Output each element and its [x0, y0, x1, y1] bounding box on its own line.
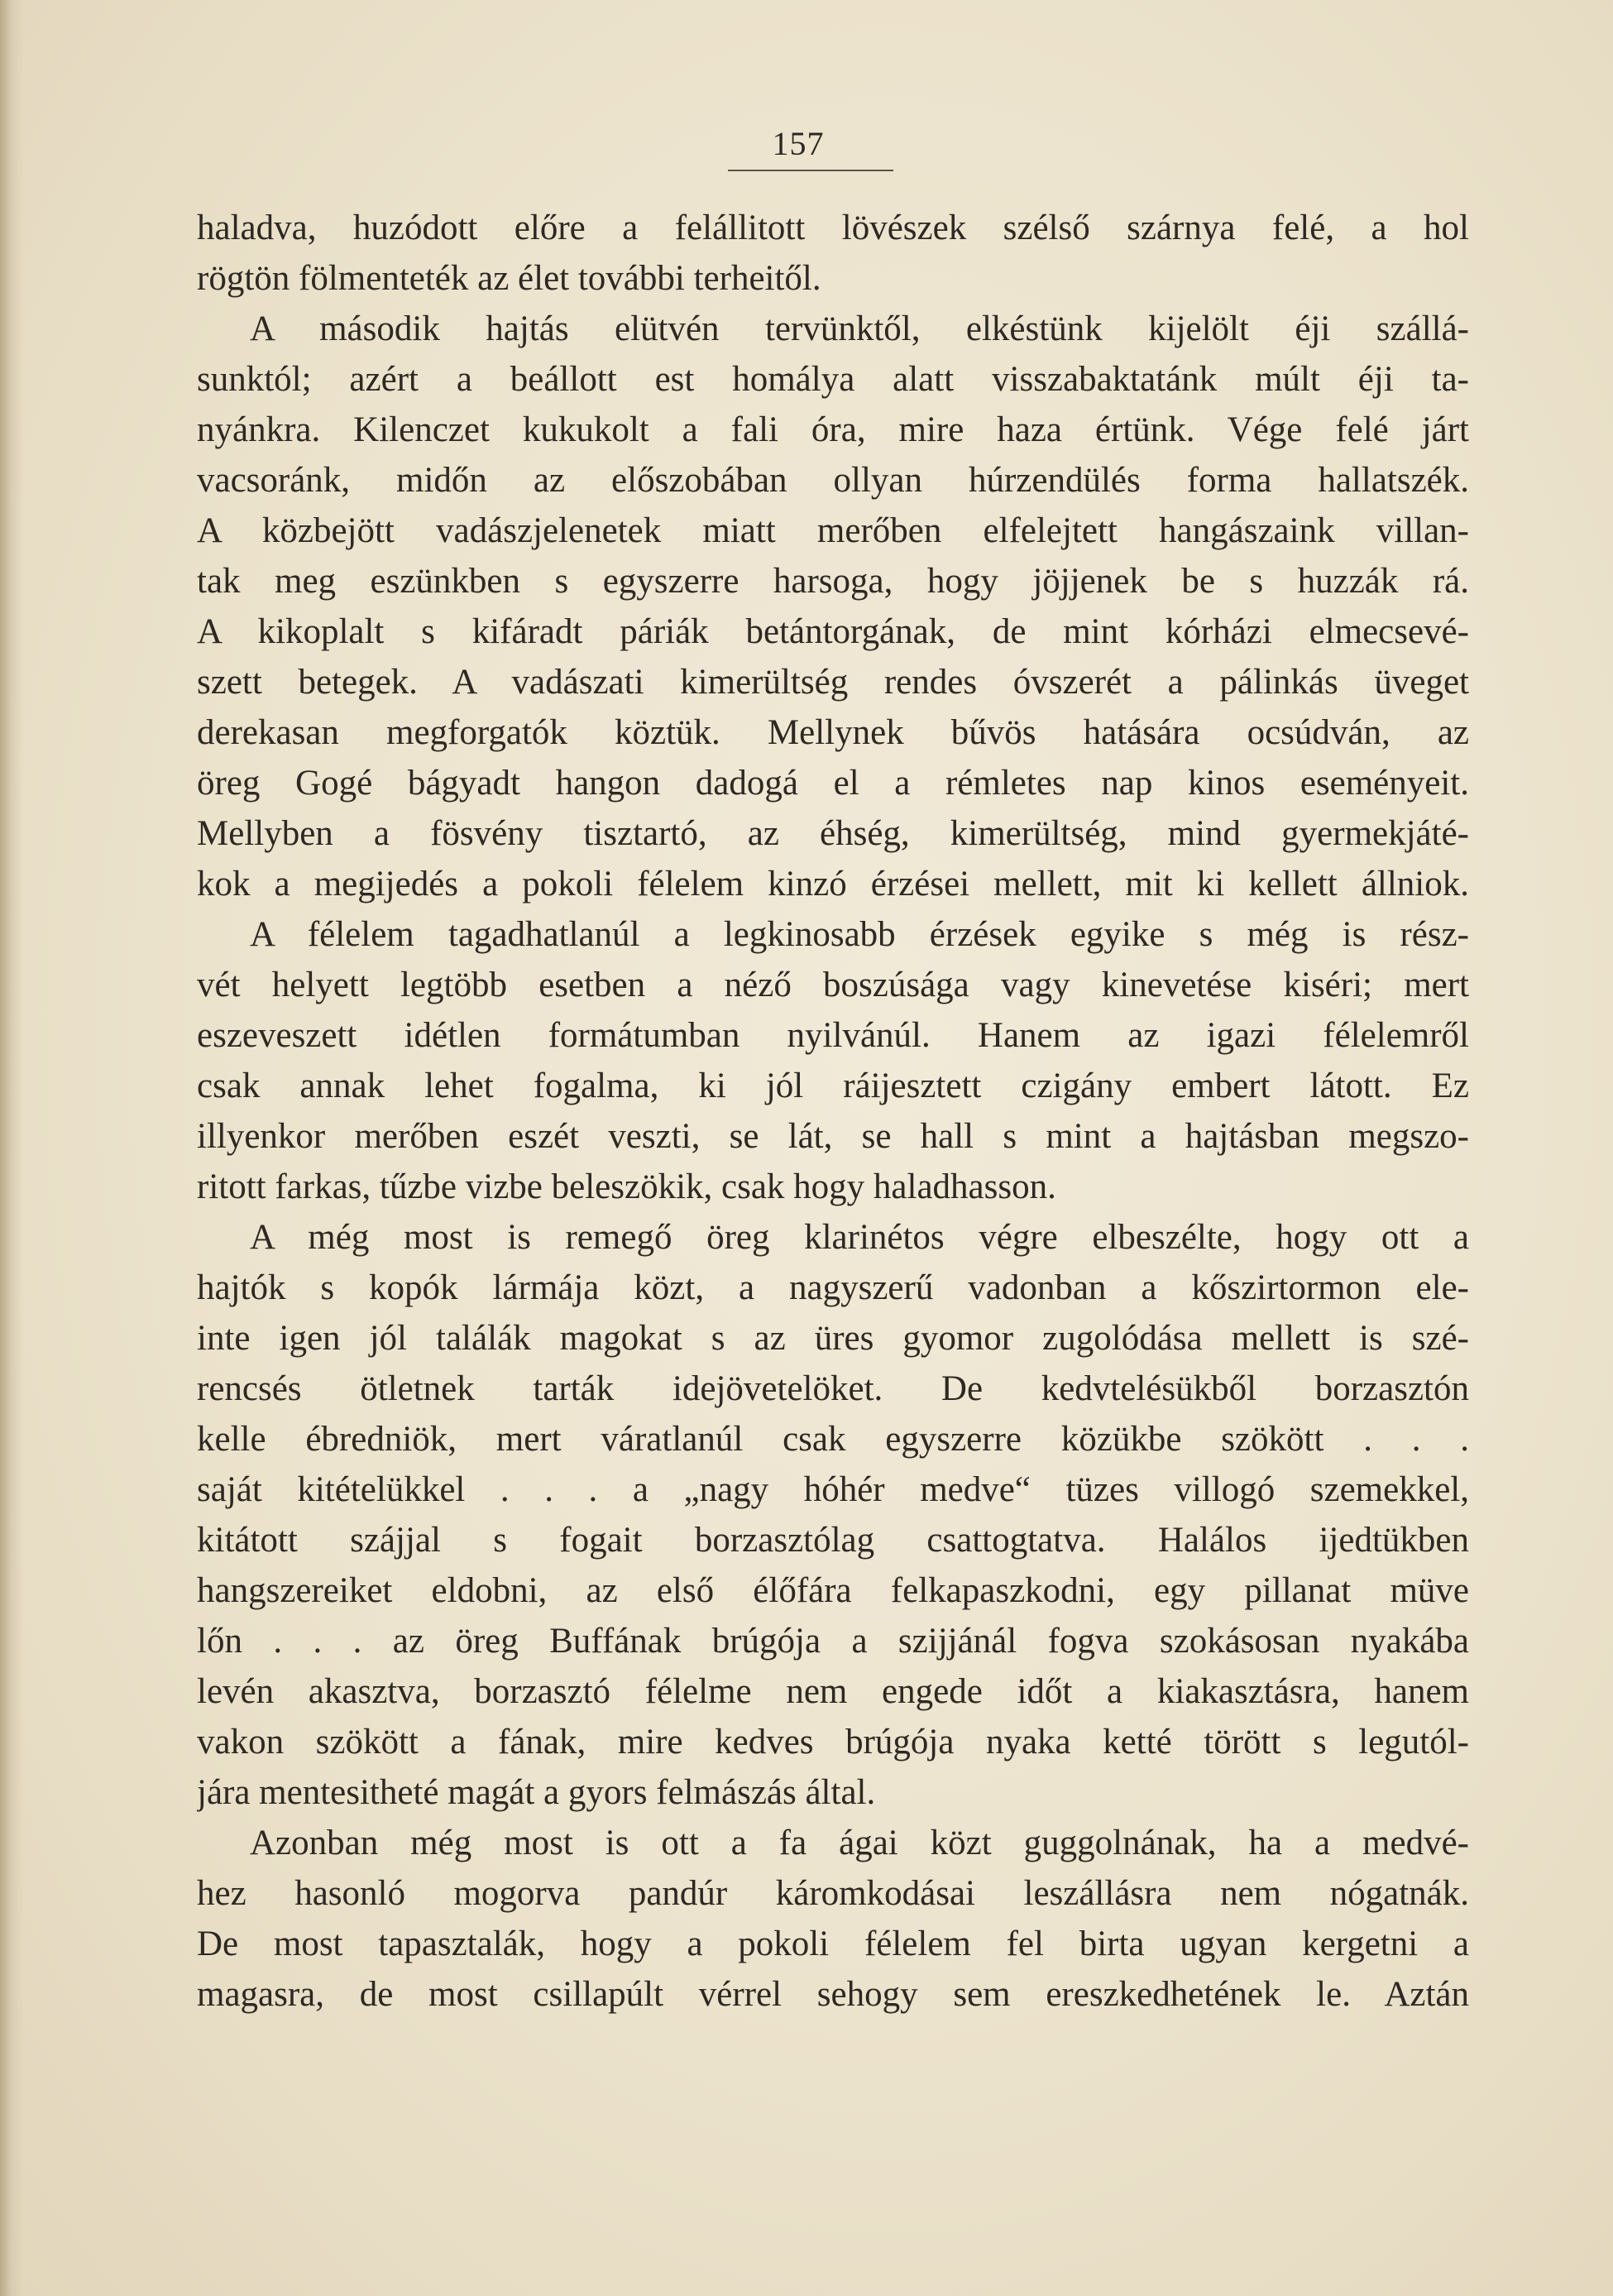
text-line: hajtók s kopók lármája közt, a nagyszerű vadonban a kőszirtormon ele-	[197, 1268, 1469, 1307]
book-spine-shadow	[0, 0, 23, 2296]
text-line: öreg Gogé bágyadt hangon dadogá el a rémletes nap kinos eseményeit.	[197, 764, 1469, 803]
text-line: vakon szökött a fának, mire kedves brúgója nyaka ketté törött s legutól-	[197, 1723, 1469, 1762]
text-line: A még most is remegő öreg klarinétos végre elbeszélte, hogy ott a	[250, 1218, 1469, 1257]
text-line: lőn . . . az öreg Buffának brúgója a szijjánál fogva szokásosan nyakába	[197, 1622, 1469, 1661]
text-line: levén akasztva, borzasztó félelme nem engede időt a kiakasztásra, hanem	[197, 1672, 1469, 1711]
text-line: hez hasonló mogorva pandúr káromkodásai leszállásra nem nógatnák.	[197, 1874, 1469, 1913]
text-line: inte igen jól találák magokat s az üres gyomor zugolódása mellett is szé-	[197, 1319, 1469, 1358]
text-line: A kikoplalt s kifáradt páriák betántorgának, de mint kórházi elmecsevé-	[197, 612, 1469, 651]
text-line: derekasan megforgatók köztük. Mellynek bűvös hatására ocsúdván, az	[197, 713, 1469, 752]
text-line: kok a megijedés a pokoli félelem kinzó érzései mellett, mit ki kellett állniok.	[197, 865, 1469, 904]
text-line: nyánkra. Kilenczet kukukolt a fali óra, mire haza értünk. Vége felé járt	[197, 410, 1469, 449]
body-text	[197, 203, 1469, 2020]
text-line: csak annak lehet fogalma, ki jól ráijesztett czigány embert látott. Ez	[197, 1067, 1469, 1105]
text-line: De most tapasztalák, hogy a pokoli félelem fel birta ugyan kergetni a	[197, 1925, 1469, 1963]
text-line: kelle ébredniök, mert váratlanúl csak egyszerre közükbe szökött . . .	[197, 1420, 1469, 1459]
text-line: sunktól; azért a beállott est homálya alatt visszabaktatánk múlt éji ta-	[197, 360, 1469, 399]
text-line: hangszereiket eldobni, az első élőfára felkapaszkodni, egy pillanat müve	[197, 1571, 1469, 1610]
text-line: saját kitételükkel . . . a „nagy hóhér medve“ tüzes villogó szemekkel,	[197, 1470, 1469, 1509]
text-line: eszeveszett idétlen formátumban nyilvánúl. Hanem az igazi félelemről	[197, 1016, 1469, 1055]
text-line: szett betegek. A vadászati kimerültség rendes óvszerét a pálinkás üveget	[197, 663, 1469, 702]
text-line: vét helyett legtöbb esetben a néző boszúsága vagy kinevetése kiséri; mert	[197, 966, 1469, 1004]
text-line: kitátott szájjal s fogait borzasztólag csattogtatva. Halálos ijedtükben	[197, 1521, 1469, 1560]
text-line: rencsés ötletnek tarták idejövetelöket. De kedvtelésükből borzasztón	[197, 1369, 1469, 1408]
text-line: ritott farkas, tűzbe vizbe beleszökik, csak hogy haladhasson.	[197, 1167, 1056, 1206]
text-line: vacsoránk, midőn az előszobában ollyan húrzendülés forma hallatszék.	[197, 461, 1469, 500]
text-line: Azonban még most is ott a fa ágai közt guggolnának, ha a medvé-	[250, 1824, 1469, 1862]
text-line: A közbejött vadászjelenetek miatt merőben elfelejtett hangászaink villan-	[197, 511, 1469, 550]
text-line: jára mentesitheté magát a gyors felmászás által.	[197, 1773, 876, 1812]
text-line: A félelem tagadhatlanúl a legkinosabb érzések egyike s még is rész-	[250, 915, 1469, 954]
text-line: illyenkor merőben eszét veszti, se lát, se hall s mint a hajtásban megszo-	[197, 1117, 1469, 1156]
text-line: Mellyben a fösvény tisztartó, az éhség, kimerültség, mind gyermekjáté-	[197, 814, 1469, 853]
text-line: haladva, huzódott előre a felállitott lövészek szélső szárnya felé, a hol	[197, 209, 1469, 247]
page-number: 157	[772, 125, 825, 162]
text-line: tak meg eszünkben s egyszerre harsoga, hogy jöjjenek be s huzzák rá.	[197, 562, 1469, 601]
text-line: magasra, de most csillapúlt vérrel sehogy sem ereszkedhetének le. Aztán	[197, 1975, 1469, 2014]
page-number-rule	[728, 170, 893, 171]
text-line: rögtön fölmenteték az élet további terheitől.	[197, 259, 821, 298]
text-line: A második hajtás elütvén tervünktől, elkéstünk kijelölt éji szállá-	[250, 309, 1469, 348]
